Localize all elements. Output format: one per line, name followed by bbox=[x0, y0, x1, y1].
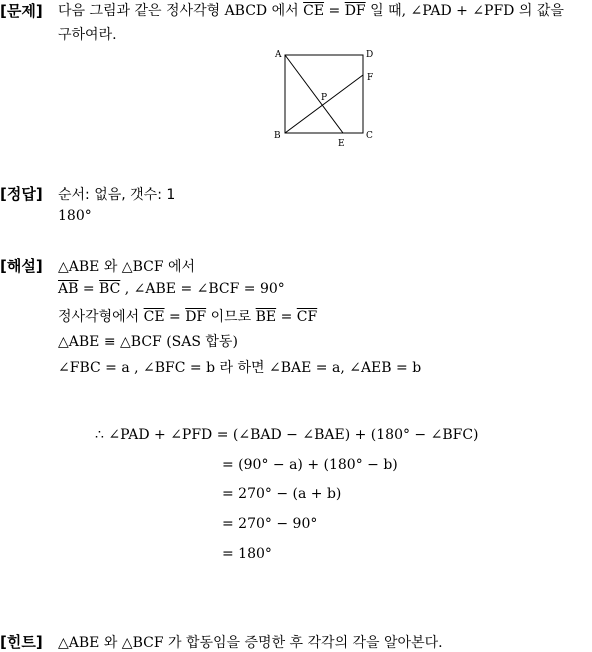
label-f: F bbox=[367, 73, 374, 83]
solution-line-1: △ABE 와 △BCF 에서 bbox=[58, 259, 196, 275]
answer-tag: [정답] bbox=[0, 185, 43, 203]
text: 이므로 bbox=[206, 309, 256, 325]
label-c: C bbox=[366, 131, 373, 141]
equation-line-2: = (90° − a) + (180° − b) bbox=[222, 457, 398, 473]
problem-line-2: 구하여라. bbox=[58, 27, 117, 43]
angle-equality: , ∠ABE = ∠BCF = 90° bbox=[120, 281, 285, 297]
segment-ce: $\overline{CE}$ bbox=[143, 309, 165, 325]
label-p: P bbox=[321, 93, 328, 103]
label-b: B bbox=[274, 131, 281, 141]
problem-text-b: 일 때, ∠PAD + ∠PFD 의 값을 bbox=[365, 3, 564, 19]
problem-tag: [문제] bbox=[0, 2, 43, 20]
solution-line-2 bbox=[58, 281, 285, 297]
line-ae bbox=[285, 55, 343, 133]
text: 정사각형에서 bbox=[58, 309, 144, 325]
equation-line-1: ∴ ∠PAD + ∠PFD = (∠BAD − ∠BAE) + (180° − ∠BFC) bbox=[95, 427, 479, 443]
solution-tag: [해설] bbox=[0, 257, 43, 275]
label-e: E bbox=[338, 139, 345, 148]
problem-text-a: 다음 그림과 같은 정사각형 ABCD 에서 bbox=[58, 3, 304, 19]
problem-line-1 bbox=[58, 0, 564, 20]
hint-text: △ABE 와 △BCF 가 합동임을 증명한 후 각각의 각을 알아본다. bbox=[58, 635, 443, 651]
segment-ce: $\overline{CE}$ bbox=[303, 3, 325, 19]
solution-line-5: ∠FBC = a , ∠BFC = b 라 하면 ∠BAE = a, ∠AEB = b bbox=[58, 360, 422, 376]
solution-line-3 bbox=[58, 306, 317, 326]
equals: = bbox=[276, 309, 297, 325]
equals: = bbox=[324, 3, 345, 19]
line-bf bbox=[285, 75, 363, 133]
equals: = bbox=[78, 281, 100, 297]
segment-df: $\overline{DF}$ bbox=[344, 3, 366, 19]
equals: = bbox=[164, 309, 186, 325]
segment-bc: $\overline{BC}$ bbox=[99, 281, 121, 297]
segment-be: $\overline{BE}$ bbox=[255, 309, 277, 325]
label-a: A bbox=[275, 50, 282, 60]
equation-line-5: = 180° bbox=[222, 546, 272, 562]
equation-line-4: = 270° − 90° bbox=[222, 516, 318, 532]
solution-line-4: △ABE ≡ △BCF (SAS 합동) bbox=[58, 334, 238, 350]
hint-tag: [힌트] bbox=[0, 633, 43, 651]
segment-ab: $\overline{AB}$ bbox=[58, 281, 79, 297]
answer-value: 180° bbox=[58, 208, 92, 224]
segment-df: $\overline{DF}$ bbox=[185, 309, 207, 325]
label-d: D bbox=[366, 50, 374, 60]
square-figure bbox=[268, 44, 380, 148]
equation-line-3: = 270° − (a + b) bbox=[222, 486, 342, 502]
answer-meta: 순서: 없음, 갯수: 1 bbox=[58, 187, 176, 203]
segment-cf: $\overline{CF}$ bbox=[296, 309, 318, 325]
